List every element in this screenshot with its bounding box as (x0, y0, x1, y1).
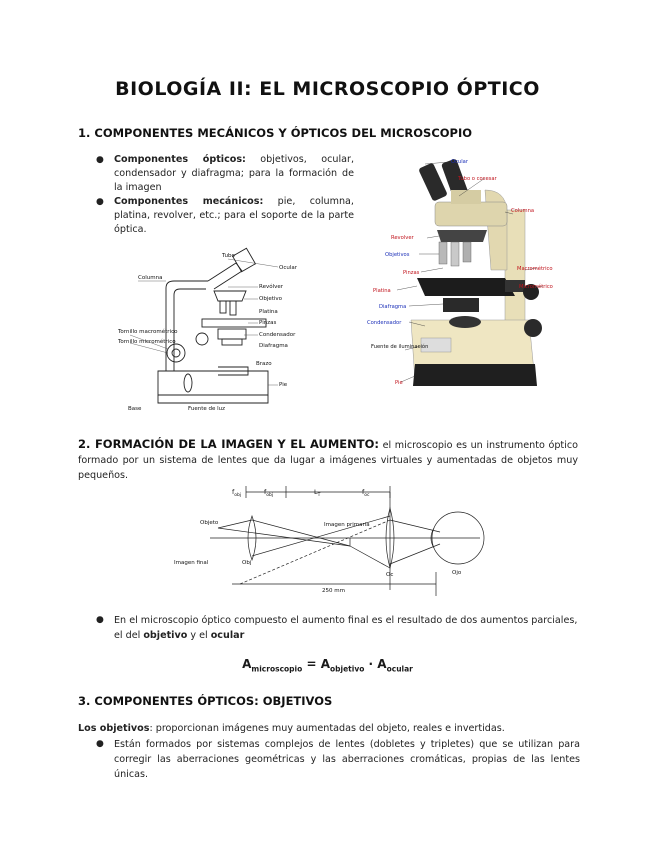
page-title: BIOLOGÍA II: EL MICROSCOPIO ÓPTICO (115, 78, 540, 100)
photo-label-ocular: Ocular (451, 159, 468, 165)
section-2-heading: 2. FORMACIÓN DE LA IMAGEN Y EL AUMENTO: (78, 437, 380, 451)
bullet-text: En el microscopio óptico compuesto el aumento final es el resultado de dos aumentos parciales, el del (114, 615, 578, 641)
line-label-espejo: Fuente de luz (188, 406, 226, 412)
label-fobj-left: $f_{obj}$ (232, 488, 242, 498)
line-label-condensador: Condensador (259, 332, 296, 338)
label-imagen-final: Imagen final (174, 560, 209, 566)
line-label-micro: Tornillo micrométrico (118, 339, 176, 345)
label-distance: 250 mm (322, 588, 345, 594)
label-fobj-right: $f_{obj}$ (264, 488, 274, 498)
photo-label-micrometrico: Micrométrico (519, 284, 553, 290)
photo-label-pinzas: Pinzas (403, 270, 420, 276)
section-2-intro: el microscopio es un instrumento óptico formado por un sistema de lentes que da lugar a imágenes virtuales y aumentadas de objetos muy pequeños. (78, 440, 579, 481)
section-1-heading: 1. COMPONENTES MECÁNICOS Y ÓPTICOS DEL MICROSCOPIO (78, 126, 473, 140)
bullet-bold-objetivo: objetivo (143, 630, 188, 641)
lead-text: : proporcionan imágenes muy aumentadas del objeto, reales e invertidas. (149, 723, 505, 734)
line-label-tubo: Tubo (222, 253, 235, 259)
list-item (96, 195, 354, 237)
line-label-ocular: Ocular (279, 265, 297, 271)
magnification-formula: $A_{microscopio} = A_{objetivo} \cdot A_{ocular}$ (242, 657, 413, 674)
line-label-macro: Tornillo macrométrico (118, 329, 178, 335)
section-1-bullets (96, 153, 354, 237)
label-objeto: Objeto (200, 520, 219, 526)
photo-label-macrometrico: Macrométrico (517, 266, 553, 272)
photo-label-tubo: Tubo o cocesar (458, 176, 497, 182)
bullet-term: Componentes mecánicos: (114, 196, 264, 207)
microscope-line-drawing (118, 243, 308, 413)
bullet-bold-ocular: ocular (210, 630, 245, 641)
list-item (96, 613, 580, 643)
image-formation-diagram (174, 480, 500, 600)
line-label-platina: Platina (259, 309, 278, 315)
bullet-text: pie, columna, platina, revolver, etc.; para el soporte de la parte óptica. (114, 196, 354, 235)
line-label-columna: Columna (138, 275, 163, 281)
section-3-bullet (96, 737, 580, 782)
section-2-bullet (96, 613, 580, 643)
photo-label-objetivos: Objetivos (385, 252, 410, 258)
line-label-objetivo: Objetivo (259, 296, 283, 302)
photo-label-condensador: Condensador (367, 320, 402, 326)
bullet-icon: ● (96, 197, 104, 207)
photo-label-diafragma: Diafragma (379, 304, 407, 310)
line-label-pie: Pie (279, 382, 288, 388)
label-obj: Obj (242, 560, 252, 566)
label-imagen-primaria: Imagen primaria (324, 522, 370, 528)
bullet-text: y el (187, 630, 211, 641)
bullet-icon: ● (96, 155, 104, 165)
line-label-revolver: Revólver (259, 284, 284, 290)
section-2-paragraph (78, 437, 578, 483)
bullet-icon: ● (96, 615, 104, 625)
label-oc: Oc (386, 572, 394, 578)
microscope-photo (355, 150, 575, 398)
bullet-text: Están formados por sistemas complejos de lentes (dobletes y tripletes) que se utilizan para corregir las aberraciones geométricas y las aberraciones cromáticas, propias de las lentes únicas. (114, 739, 580, 780)
photo-label-platina: Platina (373, 288, 391, 294)
label-ojo: Ojo (452, 570, 462, 576)
line-label-base: Base (128, 406, 142, 412)
section-3-heading: 3. COMPONENTES ÓPTICOS: OBJETIVOS (78, 694, 333, 708)
section-3-lead (78, 722, 578, 736)
bullet-text: objetivos, ocular, condensador y diafragma; para la formación de la imagen (114, 154, 354, 193)
photo-label-fuente: Fuente de iluminación (371, 344, 429, 350)
line-label-pinzas: Pinzas (259, 320, 277, 326)
photo-label-pie: Pie (395, 380, 403, 386)
label-lt: $L_T$ (314, 488, 321, 498)
photo-label-revolver: Revolver (391, 235, 414, 241)
line-label-brazo: Brazo (256, 361, 272, 367)
list-item (96, 737, 580, 782)
bullet-term: Componentes ópticos: (114, 154, 246, 165)
list-item (96, 153, 354, 195)
line-label-diafragma: Diafragma (259, 343, 288, 349)
photo-label-columna: Columna (511, 208, 535, 214)
label-foc: $f_{oc}$ (362, 488, 370, 498)
bullet-icon: ● (96, 739, 104, 749)
lead-term: Los objetivos (78, 723, 150, 734)
